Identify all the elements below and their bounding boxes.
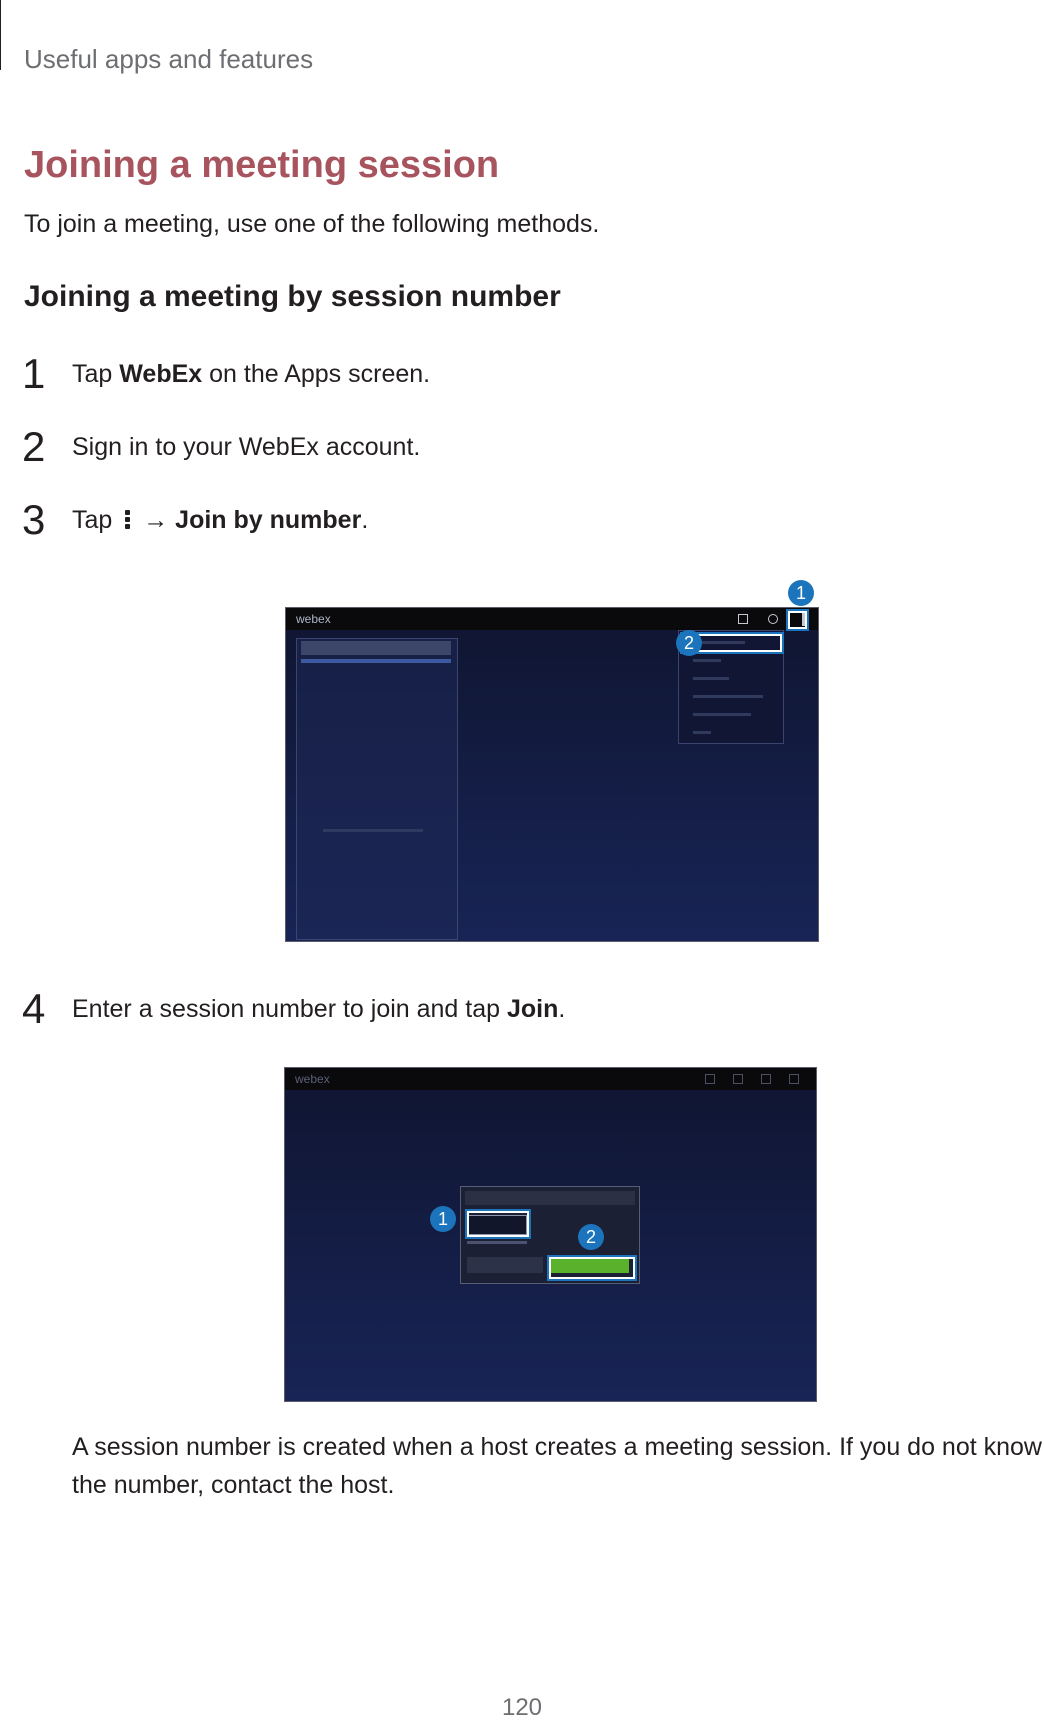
step-3-bold: Join by number [175,506,362,534]
step-3-post: . [361,506,369,534]
step-2-text: Sign in to your WebEx account. [72,433,421,461]
step-4-post: . [558,995,566,1023]
step-1-text [72,360,430,389]
panel-empty-text [323,829,423,832]
webex-logo: webex [295,1072,330,1086]
step-4-bold: Join [507,995,559,1023]
toolbar-icon [761,1074,771,1084]
step-4-number: 4 [22,985,46,1032]
subheading: Joining a meeting by session number [24,280,561,313]
section-header: Useful apps and features [24,44,314,74]
dialog-label-line [467,1241,527,1244]
step-1-pre: Tap [72,360,120,388]
join-button-highlight [549,1257,635,1279]
callout-2: 2 [578,1224,604,1250]
step-3-pre: Tap [72,506,120,534]
meeting-list-panel [296,638,458,940]
refresh-icon [768,614,778,624]
intro-text: To join a meeting, use one of the following methods. [24,210,600,238]
cancel-button[interactable] [467,1257,543,1273]
screenshot-webex-menu [285,607,819,942]
callout-1: 1 [430,1206,456,1232]
page-title: Joining a meeting session [24,144,500,186]
step-2-number: 2 [22,423,46,470]
step-1-bold: WebEx [119,360,203,388]
menu-item-line [693,677,729,680]
session-number-highlight [467,1211,529,1237]
screenshot-top-bar [286,608,818,630]
step-4-pre: Enter a session number to join and tap [72,995,507,1023]
right-arrow-icon: → [136,506,176,534]
screenshot-join-dialog [284,1067,817,1402]
step-3-number: 3 [22,496,46,543]
page-number: 120 [501,1694,543,1721]
step-3-text [72,506,368,535]
menu-item-line [693,713,751,716]
callout-2: 2 [676,630,702,656]
panel-header [301,641,451,655]
toolbar-icon [789,1074,799,1084]
screen-icon [738,614,748,624]
toolbar-icon [733,1074,743,1084]
menu-item-line [693,659,721,662]
kebab-menu-icon [125,508,130,531]
callout-1: 1 [788,580,814,606]
step-1-post: on the Apps screen. [202,360,431,388]
step-1-number: 1 [22,350,46,397]
menu-item-line [693,695,763,698]
header-rule [0,0,1,70]
overflow-menu-highlight [788,611,807,629]
webex-logo: webex [296,612,331,626]
toolbar-icon [705,1074,715,1084]
menu-item-line [693,731,711,734]
step-4-text [72,995,565,1024]
dialog-title-bar [465,1191,635,1205]
note-text: A session number is created when a host creates a meeting session. If you do not know the number, contact the host. [72,1433,1042,1499]
panel-tab-bar [301,659,451,663]
screenshot-top-bar [285,1068,816,1090]
